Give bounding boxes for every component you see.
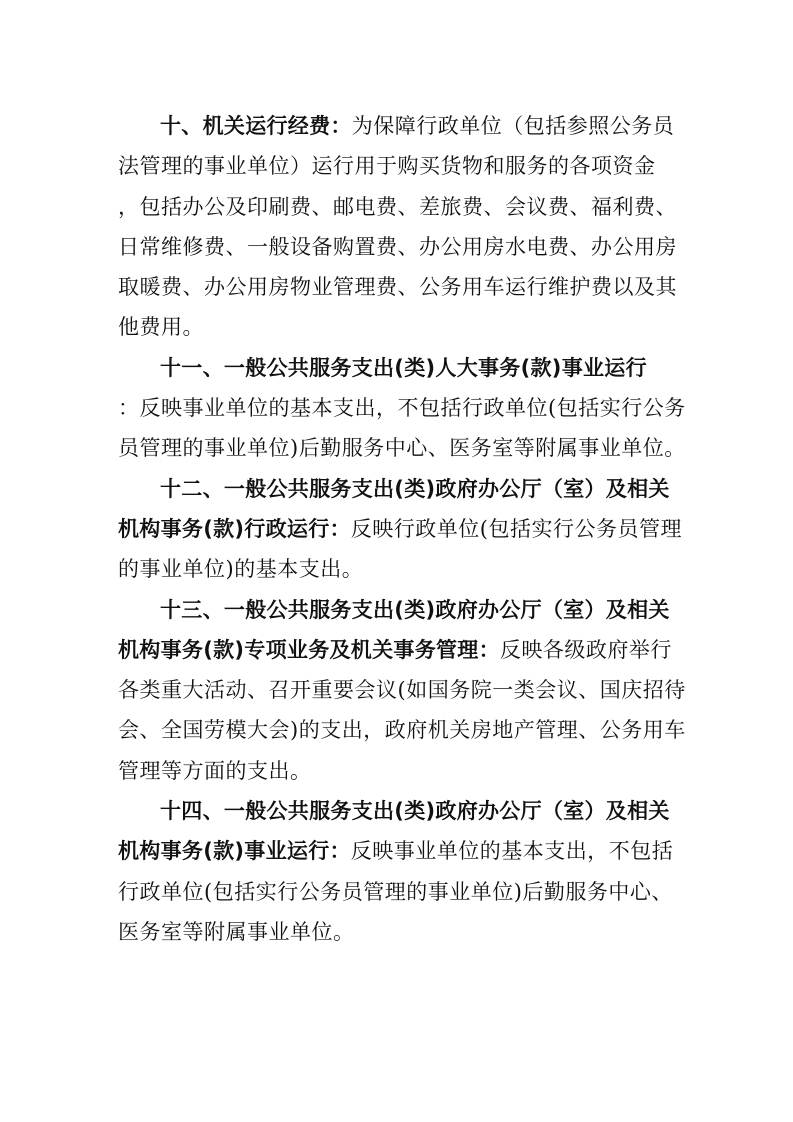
item-text: 取暖费、办公用房物业管理费、公务用车运行维护费以及其: [118, 275, 677, 300]
item-text: 日常维修费、一般设备购置费、办公用房水电费、办公用房: [118, 234, 677, 259]
text-line: [118, 106, 678, 146]
item-heading: 十二、一般公共服务支出(类)政府办公厅（室）及相关: [160, 476, 670, 501]
item-heading: 机构事务(款)行政运行：: [118, 516, 351, 541]
item-text: 法管理的事业单位）运行用于购买货物和服务的各项资金: [118, 154, 656, 179]
section-11-npc-affairs: [118, 348, 686, 469]
text-line: [118, 831, 678, 871]
text-line: [118, 307, 678, 347]
item-text: 反映行政单位(包括实行公务员管理: [350, 516, 682, 541]
text-line: [118, 710, 686, 750]
text-line: [118, 348, 678, 388]
section-10-admin-operating-costs: [118, 106, 678, 348]
item-text: 员管理的事业单位)后勤服务中心、医务室等附属事业单位。: [118, 436, 686, 461]
item-text: ，包括办公及印刷费、邮电费、差旅费、会议费、福利费、: [118, 194, 677, 219]
item-heading: 机构事务(款)专项业务及机关事务管理：: [118, 637, 500, 662]
text-line: [118, 187, 678, 227]
item-heading: 十四、一般公共服务支出(类)政府办公厅（室）及相关: [160, 799, 670, 824]
text-line: [118, 912, 678, 952]
text-line: [118, 469, 678, 509]
section-12-admin-operation: [118, 469, 682, 590]
item-heading: 十一、一般公共服务支出(类)人大事务(款)事业运行: [160, 355, 647, 380]
item-text: 医务室等附属事业单位。: [118, 919, 355, 944]
item-heading: 机构事务(款)事业运行：: [118, 839, 351, 864]
item-heading: 十三、一般公共服务支出(类)政府办公厅（室）及相关: [160, 597, 670, 622]
item-text: ：反映事业单位的基本支出，不包括行政单位(包括实行公务: [118, 396, 686, 421]
item-text: 各类重大活动、召开重要会议(如国务院一类会议、国庆招待: [118, 678, 686, 703]
item-text: 为保障行政单位（包括参照公务员: [351, 114, 675, 138]
item-text: 反映各级政府举行: [499, 637, 672, 662]
text-line: [118, 872, 678, 912]
text-line: [118, 751, 678, 791]
text-line: [118, 146, 678, 186]
item-heading: 十、机关运行经费：: [160, 114, 352, 138]
text-line: [118, 549, 678, 589]
text-line: [118, 509, 682, 549]
text-line: [118, 227, 678, 267]
item-text: 他费用。: [118, 315, 204, 340]
item-text: 反映事业单位的基本支出，不包括: [350, 839, 674, 864]
item-text: 行政单位(包括实行公务员管理的事业单位)后勤服务中心、: [118, 879, 673, 904]
item-text: 管理等方面的支出。: [118, 758, 312, 783]
item-text: 会、全国劳模大会)的支出，政府机关房地产管理、公务用车: [118, 718, 686, 743]
text-line: [118, 388, 686, 428]
item-text: 的事业单位)的基本支出。: [118, 557, 364, 582]
text-line: [118, 791, 678, 831]
section-14-institution-operation: [118, 791, 678, 952]
text-line: [118, 267, 678, 307]
text-line: [118, 670, 686, 710]
text-line: [118, 590, 678, 630]
text-line: [118, 630, 678, 670]
document-body: [118, 106, 686, 952]
section-13-special-affairs: [118, 590, 686, 791]
text-line: [118, 428, 686, 468]
